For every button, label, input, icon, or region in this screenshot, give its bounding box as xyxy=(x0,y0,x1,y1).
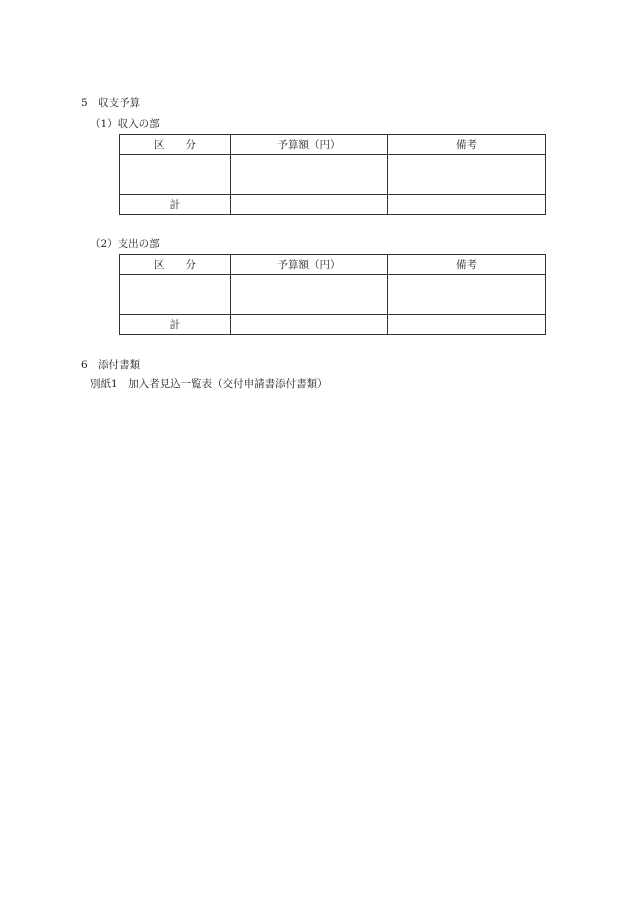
expense-row-amount-cell xyxy=(231,275,388,315)
expense-col-remarks: 備考 xyxy=(388,255,546,275)
expense-total-row xyxy=(120,315,546,335)
income-total-row xyxy=(120,195,546,215)
expense-row-category-cell xyxy=(120,275,231,315)
income-total-amount-cell xyxy=(231,195,388,215)
expense-heading: （2）支出の部 xyxy=(90,238,160,250)
income-table-row xyxy=(120,155,546,195)
income-row-remarks-cell xyxy=(388,155,546,195)
expense-total-remarks-cell xyxy=(388,315,546,335)
income-total-label: 計 xyxy=(120,195,231,215)
expense-total-label: 計 xyxy=(120,315,231,335)
income-heading: （1）収入の部 xyxy=(90,118,160,130)
section-5-title: 5 収支予算 xyxy=(81,97,141,109)
section-6-title: 6 添付書類 xyxy=(81,359,141,371)
expense-col-amount: 予算額（円） xyxy=(231,255,388,275)
income-total-remarks-cell xyxy=(388,195,546,215)
expense-table-row xyxy=(120,275,546,315)
expense-table-header-row xyxy=(120,255,546,275)
income-col-category: 区 分 xyxy=(120,135,231,155)
attachment-item: 別紙1 加入者見込一覧表（交付申請書添付書類） xyxy=(90,378,328,390)
income-table-header-row xyxy=(120,135,546,155)
expense-col-category: 区 分 xyxy=(120,255,231,275)
income-col-amount: 予算額（円） xyxy=(231,135,388,155)
expense-total-amount-cell xyxy=(231,315,388,335)
income-table xyxy=(119,134,546,215)
income-col-remarks: 備考 xyxy=(388,135,546,155)
expense-row-remarks-cell xyxy=(388,275,546,315)
expense-table xyxy=(119,254,546,335)
income-row-amount-cell xyxy=(231,155,388,195)
income-row-category-cell xyxy=(120,155,231,195)
